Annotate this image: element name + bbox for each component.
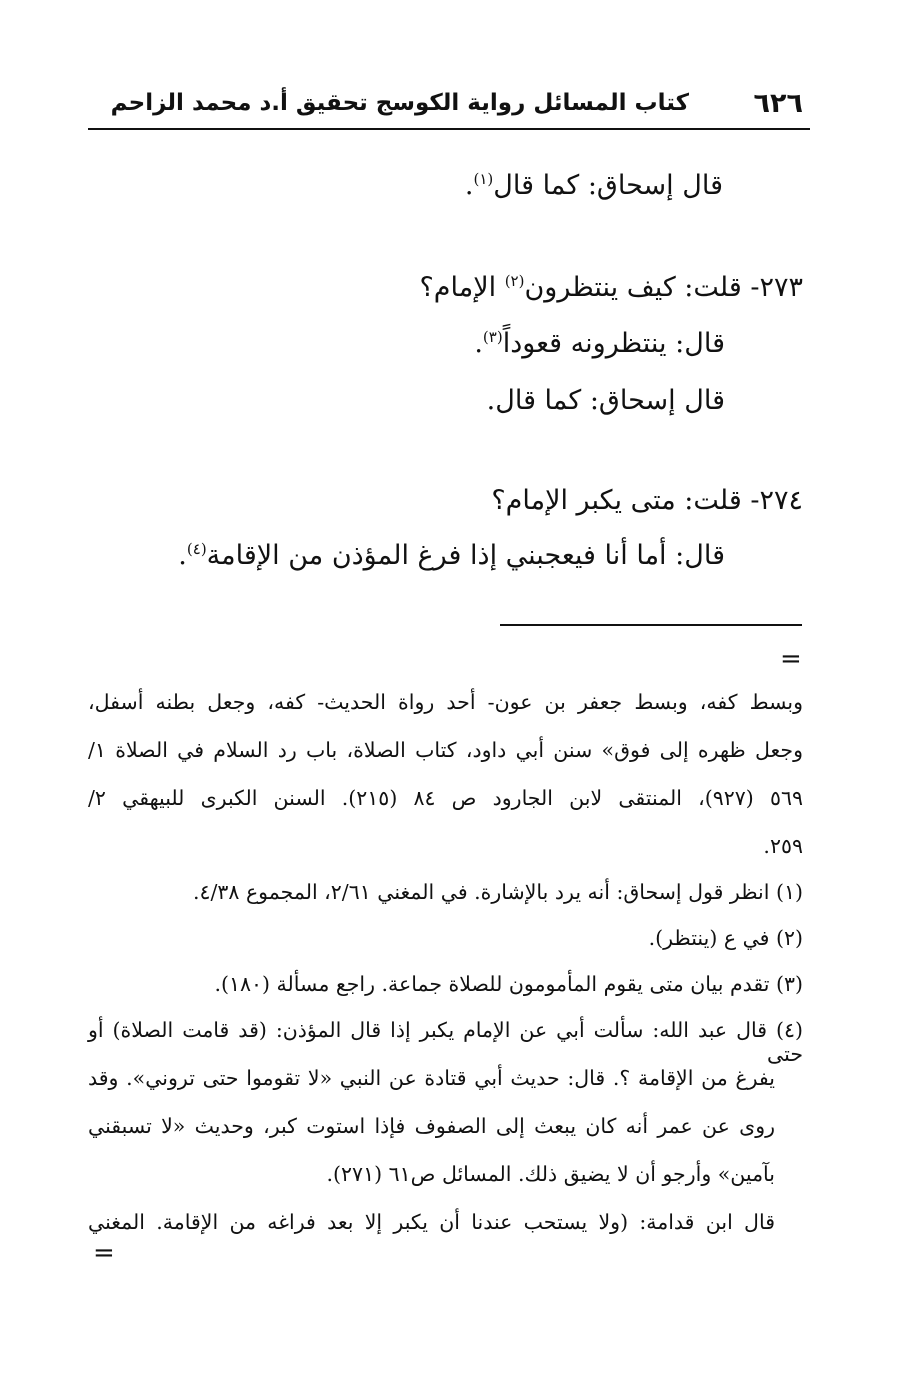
question-number-273: ٢٧٣-: [741, 272, 803, 303]
ishaq-statement-1: قال إسحاق: كما قال$^{(١)}$.: [464, 170, 723, 201]
footnote-4-line-2: يفرغ من الإقامة ؟. قال: حديث أبي قتادة عن النبي «لا تقوموا حتى تروني». وقد: [88, 1066, 775, 1090]
footnote-3: (٣) تقدم بيان متى يقوم المأمومون للصلاة جماعة. راجع مسألة (١٨٠).: [214, 972, 803, 996]
footnote-continuation-line-1: وبسط كفه، وبسط جعفر بن عون- أحد رواة الحديث- كفه، وجعل بطنه أسفل،: [88, 690, 803, 714]
footnote-continuation-line-2: وجعل ظهره إلى فوق» سنن أبي داود، كتاب الصلاة، باب رد السلام في الصلاة ١/: [88, 738, 803, 762]
footnote-continuation-line-3: ٥٦٩ (٩٢٧)، المنتقى لابن الجارود ص ٨٤ (٢١٥). السنن الكبرى للبيهقي ٢/: [88, 786, 803, 810]
question-273: ٢٧٣- قلت: كيف ينتظرون$^{(٢)}$ الإمام؟: [419, 272, 803, 303]
end-continuation-marker: =: [93, 1238, 115, 1268]
footnote-continuation-line-4: ٢٥٩.: [763, 834, 803, 858]
footnote-ref-1: (١): [473, 170, 494, 188]
footnote-1: (١) انظر قول إسحاق: أنه يرد بالإشارة. في المغني ٢/٦١، المجموع ٤/٣٨.: [192, 880, 803, 904]
footnote-ref-3: (٣): [482, 328, 503, 346]
footnote-ref-4: (٤): [186, 540, 207, 558]
footnote-4-line-3: روى عن عمر أنه كان يبعث إلى الصفوف فإذا استوت كبر، وحديث «لا تسبقني: [88, 1114, 775, 1138]
ishaq-statement-273: قال إسحاق: كما قال.: [486, 385, 725, 416]
page-number: ٦٢٦: [753, 88, 803, 119]
footnote-4-line-5: قال ابن قدامة: (ولا يستحب عندنا أن يكبر إلا بعد فراغه من الإقامة. المغني: [88, 1210, 775, 1234]
footnote-divider: [500, 624, 802, 626]
footnote-ref-2: (٢): [504, 272, 525, 290]
question-number-274: ٢٧٤-: [741, 485, 803, 516]
header-rule: [88, 128, 810, 130]
answer-274: قال: أما أنا فيعجبني إذا فرغ المؤذن من الإقامة$^{(٤)}$.: [178, 540, 725, 571]
continuation-marker: =: [780, 644, 802, 674]
answer-273: قال: ينتظرونه قعوداً$^{(٣)}$.: [474, 328, 725, 359]
running-title: كتاب المسائل رواية الكوسج تحقيق أ.د محمد الزاحم: [110, 90, 689, 116]
footnote-4-line-1: (٤) قال عبد الله: سألت أبي عن الإمام يكبر إذا قال المؤذن: (قد قامت الصلاة) أو حتى: [88, 1018, 803, 1066]
footnote-2: (٢) في ع (ينتظر).: [648, 926, 803, 950]
question-274: ٢٧٤- قلت: متى يكبر الإمام؟: [491, 485, 803, 516]
footnote-4-line-4: بآمين» وأرجو أن لا يضيق ذلك. المسائل ص٦١ (٢٧١).: [326, 1162, 775, 1186]
